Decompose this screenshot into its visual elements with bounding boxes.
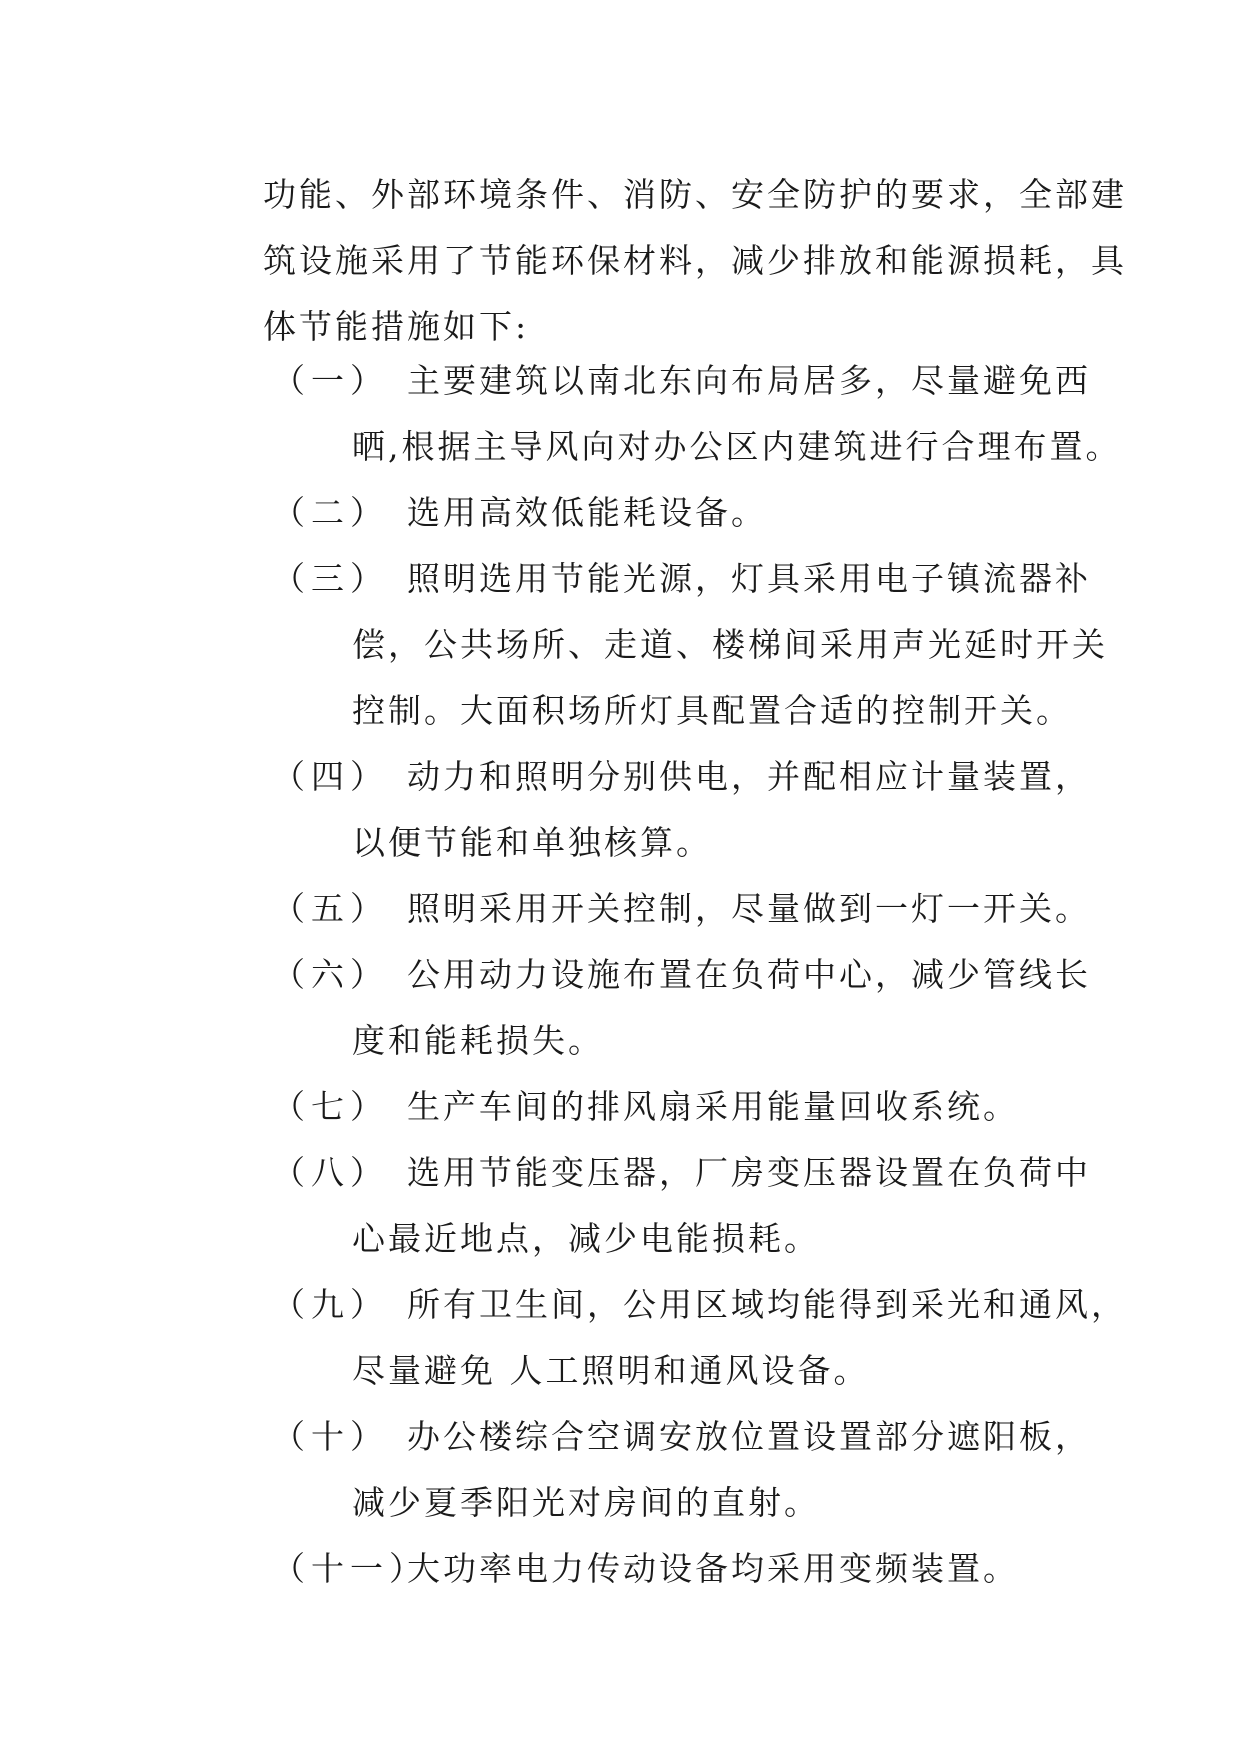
- item-text: 办公楼综合空调安放位置设置部分遮阳板，: [407, 1417, 1091, 1456]
- list-item: [272, 1272, 1127, 1404]
- list-item: [272, 480, 1062, 546]
- item-text: 晒,根据主导风向对办公区内建筑进行合理布置。: [352, 427, 1122, 466]
- item-text: 选用高效低能耗设备。: [407, 493, 767, 532]
- list-item: [272, 1140, 1091, 1272]
- intro-line: 功能、外部环境条件、消防、安全防护的要求，全部建: [263, 175, 1127, 214]
- item-text: 生产车间的排风扇采用能量回收系统。: [407, 1087, 1019, 1126]
- list-item: [272, 1074, 1062, 1140]
- item-number: （六）: [272, 955, 389, 994]
- intro-line: 体节能措施如下:: [263, 307, 530, 346]
- list-item: [272, 1404, 1091, 1536]
- intro-line: 筑设施采用了节能环保材料，减少排放和能源损耗，具: [263, 241, 1127, 280]
- item-text: 偿，公共场所、走道、楼梯间采用声光延时开关: [352, 625, 1108, 664]
- item-text: 主要建筑以南北东向布局居多，尽量避免西: [407, 361, 1091, 400]
- item-text: 动力和照明分别供电，并配相应计量装置，: [407, 757, 1091, 796]
- item-number: （八）: [272, 1153, 389, 1192]
- item-text: 公用动力设施布置在负荷中心，减少管线长: [407, 955, 1091, 994]
- item-number: （二）: [272, 493, 389, 532]
- item-number: （一）: [272, 361, 389, 400]
- item-number: （五）: [272, 889, 389, 928]
- item-text: 所有卫生间，公用区域均能得到采光和通风，: [407, 1285, 1127, 1324]
- list-item: [272, 1536, 1062, 1602]
- item-text: 照明选用节能光源，灯具采用电子镇流器补: [407, 559, 1091, 598]
- list-item: [272, 942, 1091, 1074]
- item-text: 照明采用开关控制，尽量做到一灯一开关。: [407, 889, 1091, 928]
- list-item: [272, 876, 1091, 942]
- item-text: 尽量避免 人工照明和通风设备。: [352, 1351, 870, 1390]
- item-text: 控制。大面积场所灯具配置合适的控制开关。: [352, 691, 1072, 730]
- item-text: 选用节能变压器，厂房变压器设置在负荷中: [407, 1153, 1091, 1192]
- item-text: 以便节能和单独核算。: [352, 823, 712, 862]
- item-number: （四）: [272, 757, 389, 796]
- list-item: [272, 546, 1108, 744]
- item-number: （十一）: [272, 1549, 428, 1588]
- item-number: （十）: [272, 1417, 389, 1456]
- list-item: [272, 348, 1122, 480]
- item-text: 减少夏季阳光对房间的直射。: [352, 1483, 820, 1522]
- intro-paragraph: [263, 162, 1127, 360]
- list-item: [272, 744, 1091, 876]
- item-number: （九）: [272, 1285, 389, 1324]
- item-text: 大功率电力传动设备均采用变频装置。: [407, 1549, 1019, 1588]
- item-number: （七）: [272, 1087, 389, 1126]
- item-text: 度和能耗损失。: [352, 1021, 604, 1060]
- item-number: （三）: [272, 559, 389, 598]
- item-text: 心最近地点，减少电能损耗。: [352, 1219, 820, 1258]
- measures-list: [272, 348, 1127, 1602]
